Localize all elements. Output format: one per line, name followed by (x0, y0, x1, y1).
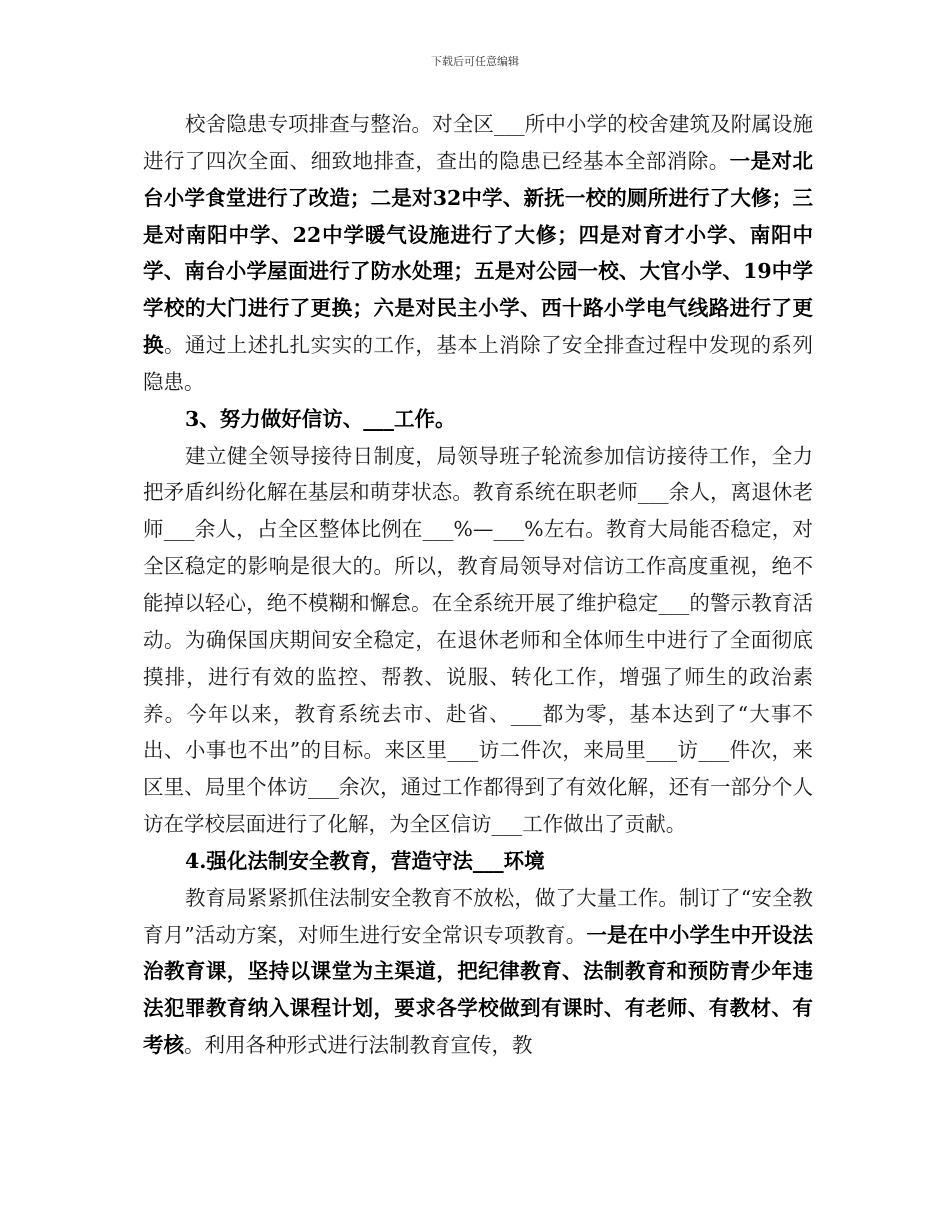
paragraph-petition-work: 建立健全领导接待日制度，局领导班子轮流参加信访接待工作，全力把矛盾纠纷化解在基层和萌芽状态。教育系统在职老师___余人，离退休老师___余人，占全区整体比例在___%—___%左右。教育大局能否稳定，对全区稳定的影响是很大的。所以，教育局领导对信访工作高度重视，绝不能掉以轻心，绝不模糊和懈怠。在全系统开展了维护稳定___的警示教育活动。为确保国庆期间安全稳定，在退休老师和全体师生中进行了全面彻底摸排，进行有效的监控、帮教、说服、转化工作，增强了师生的政治素养。今年以来，教育系统去市、赴省、___都为零，基本达到了“大事不出、小事也不出”的目标。来区里___访二件次，来局里___访___件次，来区里、局里个体访___余次，通过工作都得到了有效化解，还有一部分个人访在学校层面进行了化解，为全区信访___工作做出了贡献。 (143, 443, 813, 837)
paragraph-text: 。利用各种形式进行法制教育宣传，教 (184, 1033, 533, 1058)
paragraph-bold-text: 一是对北台小学食堂进行了改造；二是对32中学、新抚一校的厕所进行了大修；三是对南阳中学、22中学暖气设施进行了大修；四是对育才小学、南阳中学、南台小学屋面进行了防水处理；五是对公园一校、大官小学、19中学学校的大门进行了更换；六是对民主小学、西十路小学电气线路进行了更换 (143, 148, 814, 358)
paragraph-text: 校舍隐患专项排查与整治。对全区___所中小学的校舍建筑及附属设施进行了四次全面、细致地排查，查出的隐患已经基本全部消除。 (143, 112, 813, 173)
page-header: 下载后可任意编辑 (431, 55, 519, 68)
paragraph-text: 教育局紧紧抓住法制安全教育不放松，做了大量工作。制订了“安全教育月”活动方案，对师生进行安全常识专项教育。 (143, 885, 813, 947)
paragraph-facility-inspection (143, 106, 813, 401)
section-heading-3: 3、努力做好信访、___工作。 (185, 406, 456, 431)
paragraph-text: 。通过上述扎扎实实的工作，基本上消除了安全排查过程中发现的系列隐患。 (143, 333, 813, 394)
document-body (143, 106, 813, 1064)
paragraph-legal-education (143, 880, 813, 1064)
section-heading-4: 4.强化法制安全教育，营造守法___环境 (185, 848, 545, 873)
paragraph-bold-text: 一是在中小学生中开设法治教育课，坚持以课堂为主渠道，把纪律教育、法制教育和预防青少年违法犯罪教育纳入课程计划，要求各学校做到有课时、有老师、有教材、有考核 (143, 922, 814, 1058)
